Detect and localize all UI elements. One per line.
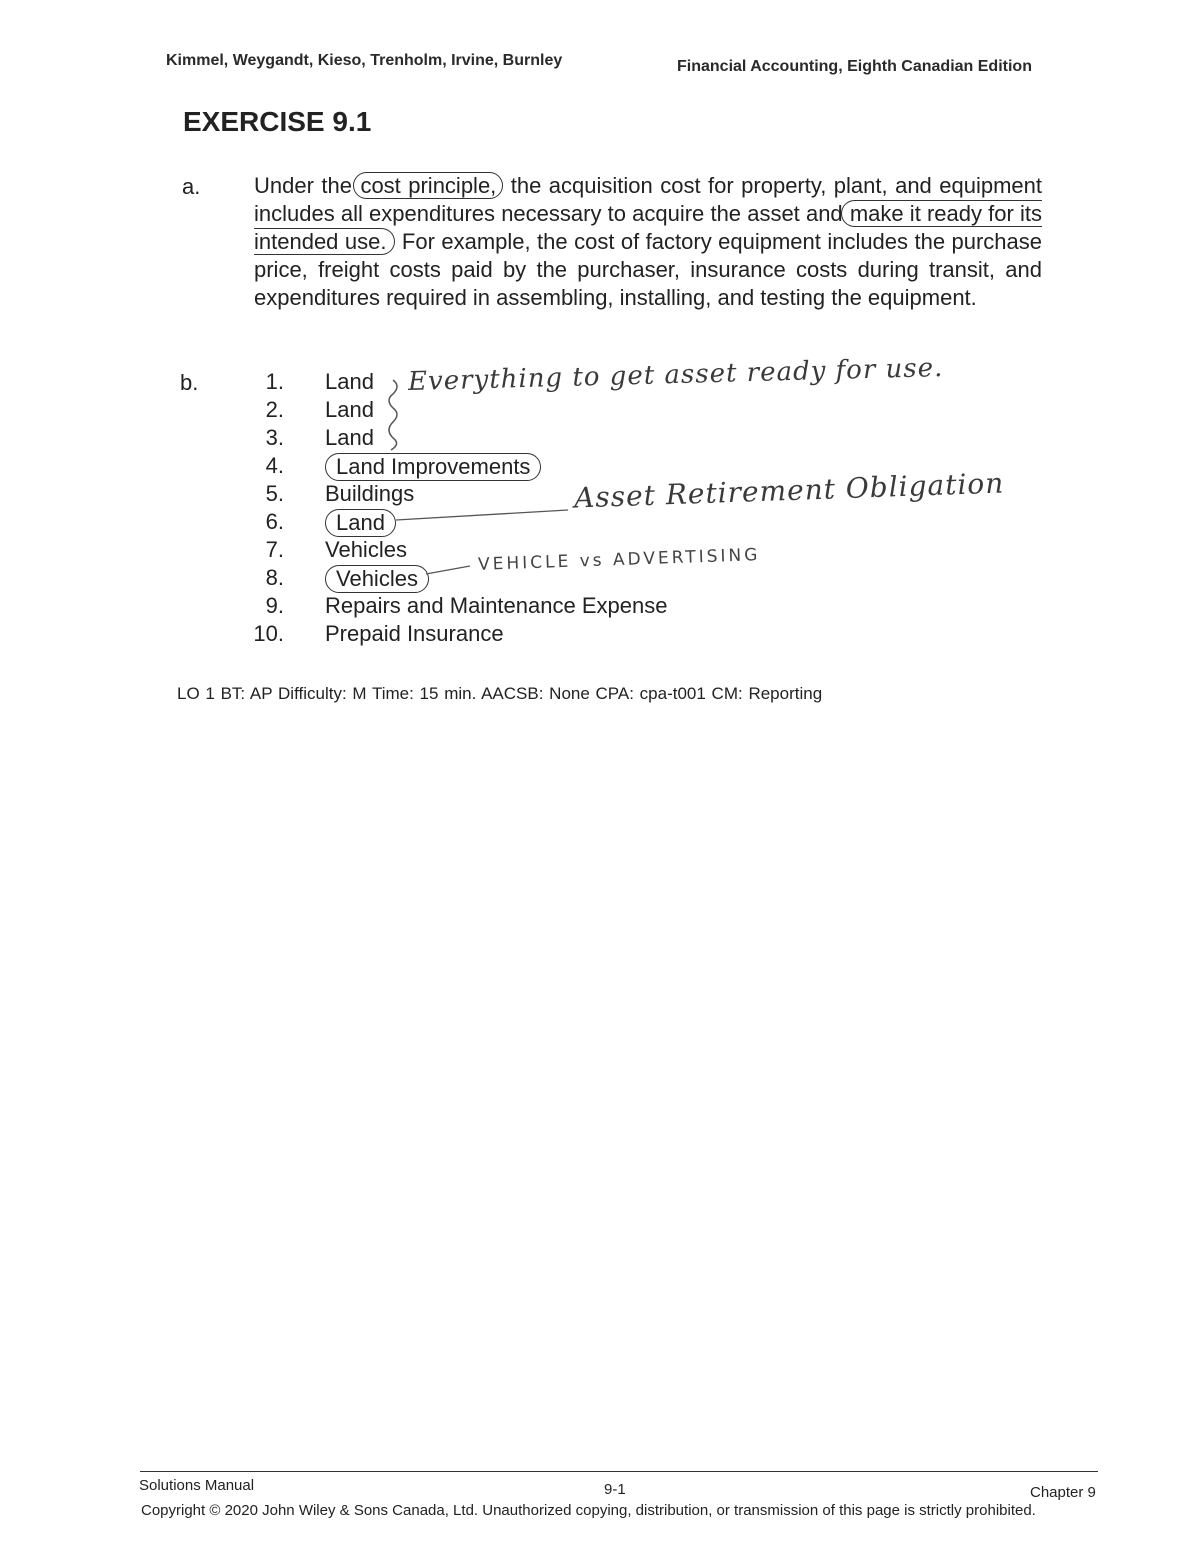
item-text: Land: [325, 425, 374, 450]
handwritten-note-aro: Asset Retirement Obligation: [573, 466, 1005, 515]
circled-intended-use: make it ready for its intended use.: [254, 201, 1043, 254]
part-b-label: b.: [180, 370, 199, 395]
item-number: 10.: [253, 621, 284, 646]
header-authors: Kimmel, Weygandt, Kieso, Trenholm, Irvine, Burnley: [166, 52, 563, 69]
item-text: Land: [325, 369, 374, 394]
part-a-text-mid: the acquisition cost for property, plant, and equipment includes all expenditures necessary to acquire the asset and: [254, 173, 1042, 226]
handwritten-note-ready-for-use: Everything to get asset ready for use.: [407, 352, 944, 398]
brace-mark: [389, 380, 397, 450]
item-text-circled: Land: [325, 509, 396, 537]
item-text: Repairs and Maintenance Expense: [325, 593, 668, 618]
circled-cost-principle: cost principle,: [353, 172, 503, 199]
item-text: Land: [325, 397, 374, 422]
item-number: 3.: [265, 425, 284, 450]
connector-line-aro: [396, 510, 568, 520]
footer-rule: [140, 1471, 1098, 1472]
item-number: 9.: [265, 593, 284, 618]
footer-copyright: Copyright © 2020 John Wiley & Sons Canada, Ltd. Unauthorized copying, distribution, or transmission of this page is strictly prohibited.: [141, 1502, 1036, 1519]
item-number: 8.: [265, 565, 284, 590]
header-book-title: Financial Accounting, Eighth Canadian Edition: [677, 58, 1032, 75]
item-text: Buildings: [325, 481, 415, 506]
part-a-label: a.: [182, 174, 201, 199]
item-number: 5.: [265, 481, 284, 506]
item-text: Prepaid Insurance: [325, 621, 504, 646]
handwritten-note-vehicle-vs-advertising: VEHICLE vs ADVERTISING: [477, 545, 761, 575]
handwritten-marks: [0, 0, 1200, 700]
item-number: 2.: [265, 397, 284, 422]
part-a-text-pre: Under the: [254, 173, 360, 198]
connector-line-vehicle: [426, 566, 470, 574]
item-number: 6.: [265, 509, 284, 534]
part-a-text-post: For example, the cost of factory equipment includes the purchase price, freight costs paid by the purchaser, insurance costs during transit, and expenditures required in assembling, installing, and testing the equipment.: [254, 229, 1043, 310]
item-text-circled: Land Improvements: [325, 453, 541, 481]
item-text-circled: Vehicles: [325, 565, 429, 593]
footer-page-number: 9-1: [604, 1481, 626, 1498]
learning-objective-meta: LO 1 BT: AP Difficulty: M Time: 15 min. AACSB: None CPA: cpa-t001 CM: Reporting: [177, 684, 823, 703]
item-text: Vehicles: [325, 537, 407, 562]
item-number: 1.: [265, 369, 284, 394]
exercise-title: EXERCISE 9.1: [183, 106, 372, 137]
item-number: 7.: [265, 537, 284, 562]
footer-chapter: Chapter 9: [1030, 1484, 1096, 1501]
item-number: 4.: [265, 453, 284, 478]
footer-left: Solutions Manual: [139, 1477, 255, 1494]
